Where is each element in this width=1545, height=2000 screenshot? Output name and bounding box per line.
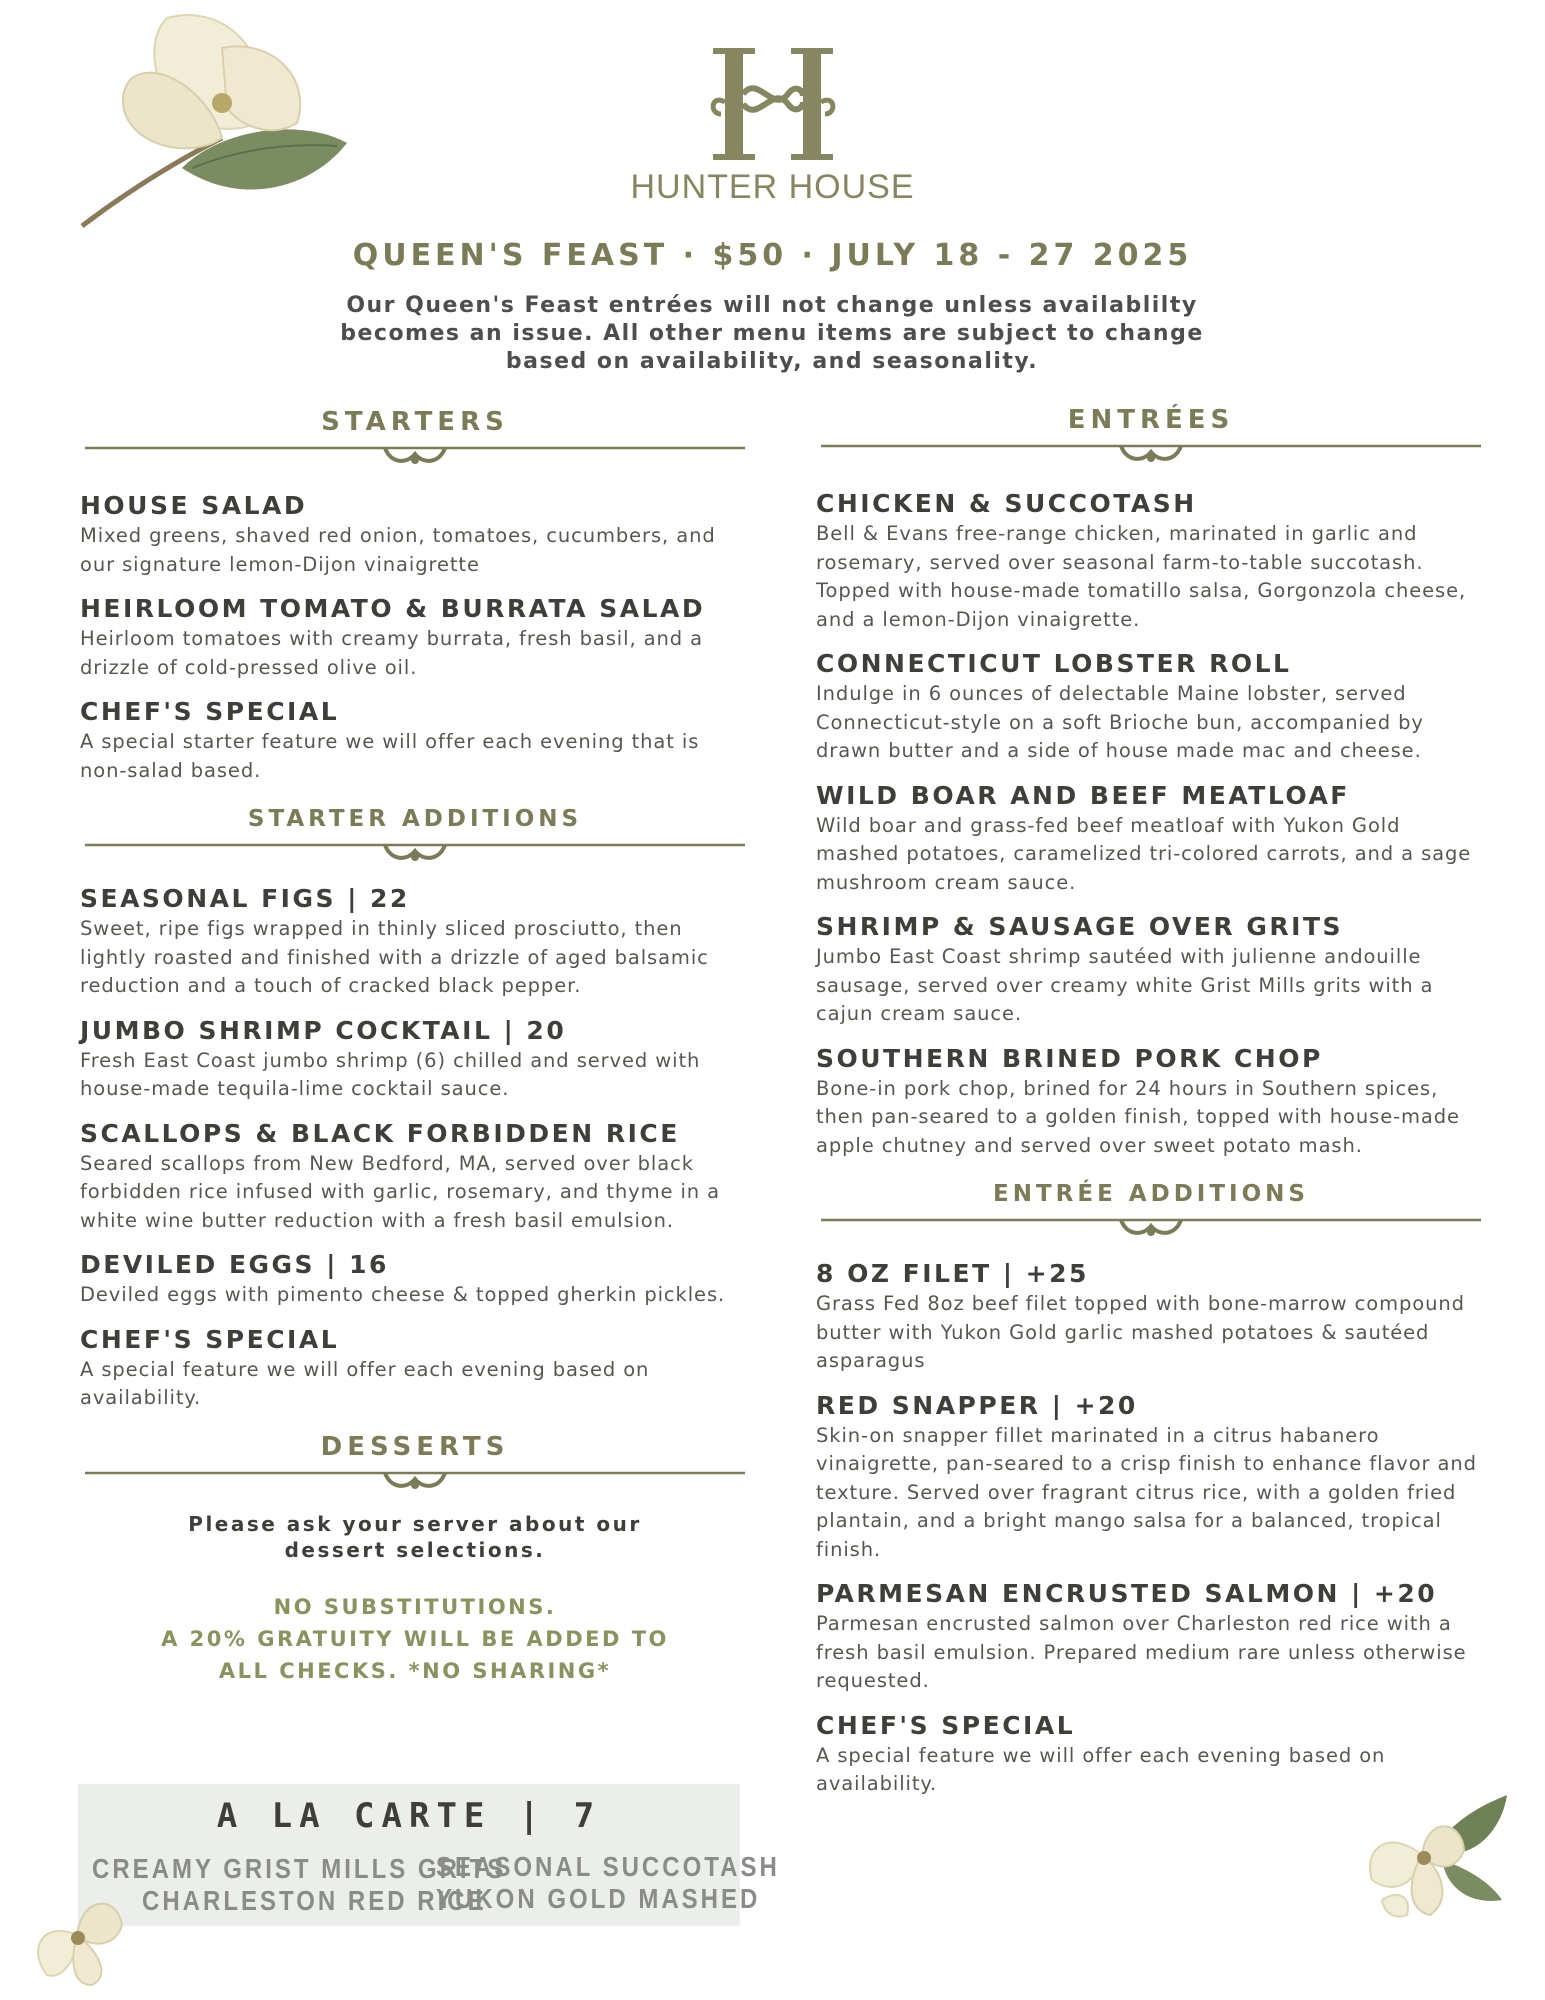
item-name: CONNECTICUT LOBSTER ROLL bbox=[816, 649, 1292, 678]
menu-item bbox=[816, 1043, 1486, 1161]
item-description: Bone-in pork chop, brined for 24 hours in Southern spices, then pan-seared to a golden finish, topped with house-made apple chutney and served over sweet potato mash. bbox=[816, 1076, 1460, 1157]
logo bbox=[0, 44, 1545, 207]
item-name: JUMBO SHRIMP COCKTAIL | 20 bbox=[80, 1015, 567, 1045]
starters-section bbox=[80, 402, 750, 785]
menu-item bbox=[816, 488, 1486, 634]
item-name: HOUSE SALAD bbox=[80, 491, 308, 520]
section-title-desserts: DESSERTS bbox=[320, 1431, 510, 1462]
brand-name: HUNTER HOUSE bbox=[630, 168, 915, 206]
item-description: Heirloom tomatoes with creamy burrata, fresh basil, and a drizzle of cold-pressed olive oil. bbox=[80, 627, 703, 679]
feast-title: QUEEN'S FEAST · $50 · JULY 18 - 27 2025 bbox=[352, 238, 1193, 273]
item-description: A special feature we will offer each evening based on availability. bbox=[80, 1357, 650, 1409]
entrees-section bbox=[816, 400, 1486, 1160]
menu-item bbox=[80, 696, 750, 785]
section-title-starters: STARTERS bbox=[321, 407, 509, 437]
item-name: CHEF'S SPECIAL bbox=[80, 1324, 340, 1354]
magnolia-flower-bottom-right-icon bbox=[1352, 1790, 1512, 1930]
menu-item bbox=[80, 1249, 750, 1310]
section-title-starter-additions: STARTER ADDITIONS bbox=[247, 806, 583, 832]
item-description: Sweet, ripe figs wrapped in thinly sliced prosciutto, then lightly roasted and finished with a drizzle of aged balsamic reduction and a touch of cracked black pepper. bbox=[80, 917, 709, 997]
item-name: SCALLOPS & BLACK FORBIDDEN RICE bbox=[80, 1118, 680, 1148]
hunter-house-monogram-icon bbox=[703, 44, 843, 164]
left-column bbox=[80, 402, 750, 1687]
menu-item bbox=[816, 1258, 1486, 1376]
a-la-carte-item: SEASONAL SUCCOTASH bbox=[436, 1852, 780, 1884]
item-description: Mixed greens, shaved red onion, tomatoes, cucumbers, and our signature lemon-Dijon vinaigrette bbox=[80, 524, 716, 576]
item-name: 8 OZ FILET | +25 bbox=[816, 1259, 1089, 1288]
ornament-divider-icon bbox=[85, 839, 745, 865]
starter-additions-section bbox=[80, 799, 750, 1413]
menu-item bbox=[80, 490, 750, 579]
menu-item bbox=[816, 911, 1486, 1029]
section-title-entree-additions: ENTRÉE ADDITIONS bbox=[993, 1181, 1309, 1207]
a-la-carte-title: A LA CARTE | 7 bbox=[216, 1796, 602, 1836]
menu-item bbox=[80, 1324, 750, 1413]
menu-item bbox=[80, 883, 750, 1001]
desserts-section bbox=[80, 1427, 750, 1687]
item-description: Fresh East Coast jumbo shrimp (6) chilled and served with house-made tequila-lime cocktail sauce. bbox=[80, 1048, 701, 1100]
item-name: SEASONAL FIGS | 22 bbox=[80, 884, 410, 913]
ornament-divider-icon bbox=[85, 442, 745, 468]
item-name: DEVILED EGGS | 16 bbox=[80, 1250, 389, 1279]
menu-item bbox=[80, 593, 750, 682]
item-description: Parmesan encrusted salmon over Charleston red rice with a fresh basil emulsion. Prepared medium rare unless otherwise requested. bbox=[816, 1612, 1467, 1692]
right-column bbox=[816, 400, 1486, 1813]
item-description: Jumbo East Coast shrimp sautéed with julienne andouille sausage, served over creamy white Grist Mills grits with a cajun cream sauce. bbox=[816, 945, 1434, 1025]
menu-item bbox=[816, 780, 1486, 898]
item-name: RED SNAPPER | +20 bbox=[816, 1390, 1138, 1420]
menu-item bbox=[80, 1015, 750, 1104]
item-description: Indulge in 6 ounces of delectable Maine lobster, served Connecticut-style on a soft Brioche bun, accompanied by drawn butter and a side of house made mac and cheese. bbox=[816, 682, 1424, 762]
item-name: CHICKEN & SUCCOTASH bbox=[816, 489, 1197, 518]
policy-no-substitutions: NO SUBSTITUTIONS. bbox=[273, 1594, 557, 1619]
menu-item bbox=[816, 1578, 1486, 1696]
item-name: WILD BOAR AND BEEF MEATLOAF bbox=[816, 780, 1350, 810]
menu-item bbox=[80, 1118, 750, 1236]
a-la-carte-item: CHARLESTON RED RICE bbox=[142, 1886, 487, 1918]
item-name: CHEF'S SPECIAL bbox=[80, 697, 340, 726]
policy-note bbox=[80, 1591, 750, 1687]
a-la-carte-item: YUKON GOLD MASHED bbox=[436, 1884, 761, 1916]
item-name: SOUTHERN BRINED PORK CHOP bbox=[816, 1043, 1323, 1073]
item-description: A special starter feature we will offer each evening that is non-salad based. bbox=[80, 730, 700, 782]
item-description: Grass Fed 8oz beef filet topped with bone-marrow compound butter with Yukon Gold garlic mashed potatoes & sautéed asparagus bbox=[816, 1292, 1465, 1372]
item-description: Skin-on snapper fillet marinated in a citrus habanero vinaigrette, pan-seared to a crisp finish to enhance flavor and texture. Served over fragrant citrus rice, with a golden fried plantain, and a bright mango salsa for a balanced, tropical finish. bbox=[816, 1423, 1477, 1561]
item-name: CHEF'S SPECIAL bbox=[816, 1710, 1076, 1740]
ornament-divider-icon bbox=[821, 440, 1481, 466]
item-description: Seared scallops from New Bedford, MA, served over black forbidden rice infused with garlic, rosemary, and thyme in a white wine butter reduction with a fresh basil emulsion. bbox=[80, 1151, 720, 1232]
item-description: Wild boar and grass-fed beef meatloaf with Yukon Gold mashed potatoes, caramelized tri-colored carrots, and a sage mushroom cream sauce. bbox=[816, 813, 1472, 894]
dessert-note: Please ask your server about our dessert selections. bbox=[188, 1511, 642, 1562]
item-name: PARMESAN ENCRUSTED SALMON | +20 bbox=[816, 1579, 1438, 1608]
menu-item bbox=[816, 648, 1486, 766]
item-name: HEIRLOOM TOMATO & BURRATA SALAD bbox=[80, 594, 706, 623]
a-la-carte-box bbox=[78, 1784, 780, 1926]
policy-gratuity: A 20% GRATUITY WILL BE ADDED TO ALL CHECKS. *NO SHARING* bbox=[161, 1626, 669, 1683]
a-la-carte-item: CREAMY GRIST MILLS GRITS bbox=[92, 1854, 507, 1886]
magnolia-flower-bottom-left-icon bbox=[22, 1880, 132, 1990]
menu-item bbox=[816, 1390, 1486, 1565]
item-description: Bell & Evans free-range chicken, marinated in garlic and rosemary, served over seasonal farm-to-table succotash. Topped with house-made tomatillo salsa, Gorgonzola cheese, and a lemon-Dijon vinaigrette. bbox=[816, 522, 1467, 631]
menu-item bbox=[816, 1710, 1486, 1799]
item-description: A special feature we will offer each evening based on availability. bbox=[816, 1743, 1386, 1795]
item-name: SHRIMP & SAUSAGE OVER GRITS bbox=[816, 912, 1344, 941]
ornament-divider-icon bbox=[85, 1467, 745, 1493]
section-title-entrees: ENTRÉES bbox=[1067, 405, 1235, 435]
feast-note: Our Queen's Feast entrées will not change unless availablilty becomes an issue. All other menu items are subject to change based on availability, and seasonality. bbox=[340, 293, 1204, 374]
ornament-divider-icon bbox=[821, 1214, 1481, 1240]
item-description: Deviled eggs with pimento cheese & topped gherkin pickles. bbox=[80, 1283, 726, 1306]
entree-additions-section bbox=[816, 1174, 1486, 1799]
